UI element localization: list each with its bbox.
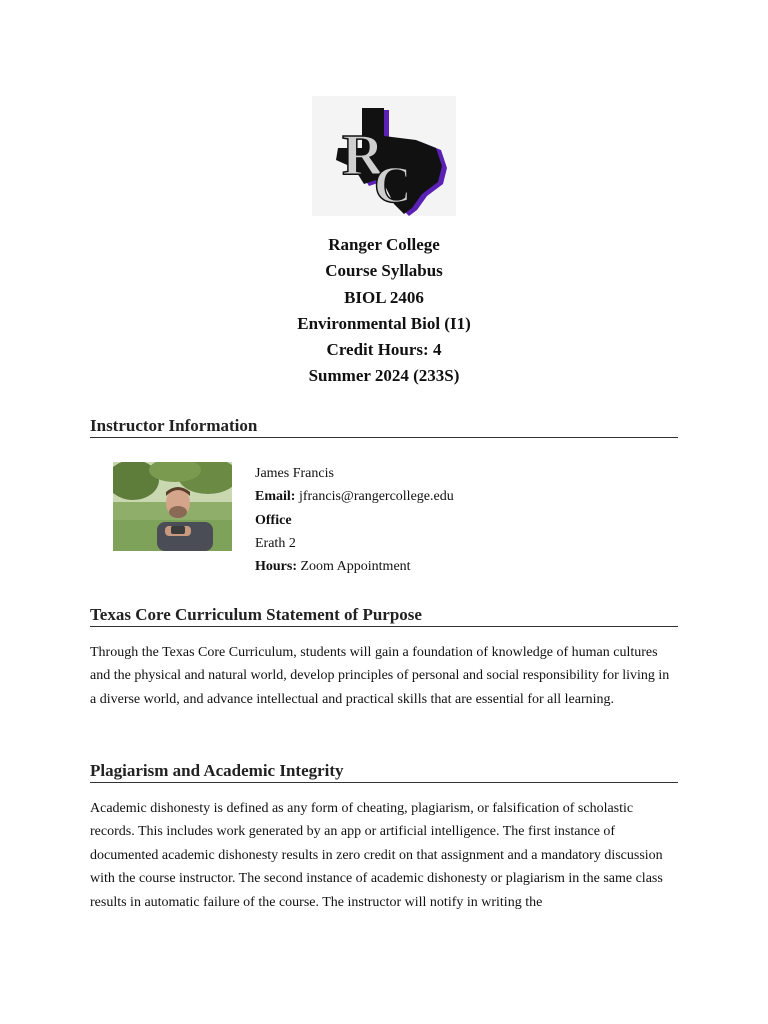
course-code: BIOL 2406	[344, 287, 424, 307]
syllabus-header	[90, 232, 678, 390]
rc-texas-logo-icon	[312, 96, 456, 216]
core-curriculum-heading: Texas Core Curriculum Statement of Purpose	[90, 605, 678, 627]
instructor-name: James Francis	[255, 466, 334, 481]
instructor-heading: Instructor Information	[90, 416, 678, 438]
instructor-email[interactable]: jfrancis@rangercollege.edu	[298, 489, 454, 505]
document-type: Course Syllabus	[325, 261, 443, 281]
instructor-hours-row	[255, 555, 655, 578]
svg-text:C: C	[374, 157, 412, 214]
office-label: Office	[255, 512, 292, 528]
hours-value: Zoom Appointment	[300, 559, 411, 575]
academic-integrity-heading: Plagiarism and Academic Integrity	[90, 761, 678, 783]
svg-text:R: R	[342, 122, 384, 187]
instructor-photo	[113, 462, 232, 551]
hours-label: Hours:	[255, 559, 297, 575]
college-logo	[312, 96, 456, 216]
email-label: Email:	[255, 489, 296, 505]
credit-hours: Credit Hours: 4	[326, 340, 442, 360]
office-value: Erath 2	[255, 535, 296, 551]
term: Summer 2024 (233S)	[308, 366, 460, 386]
core-curriculum-text: Through the Texas Core Curriculum, students will gain a foundation of knowledge of human cultures and the physical and natural world, develop principles of personal and social responsibility for living in a diverse world, and advance intellectual and practical skills that are essential for all learning.	[90, 645, 670, 707]
course-name: Environmental Biol (I1)	[297, 313, 471, 333]
instructor-details	[255, 462, 655, 578]
instructor-email-row	[255, 485, 655, 508]
academic-integrity-text: Academic dishonesty is defined as any form of cheating, plagiarism, or falsification of scholastic records. This includes work generated by an app or artificial intelligence. The first instance of documented academic dishonesty results in zero credit on that assignment and a mandatory discussion with the course instructor. The second instance of academic dishonesty or plagiarism in the same class results in automatic failure of the course. The instructor will notify in writing the	[90, 801, 663, 910]
college-name: Ranger College	[328, 235, 440, 254]
